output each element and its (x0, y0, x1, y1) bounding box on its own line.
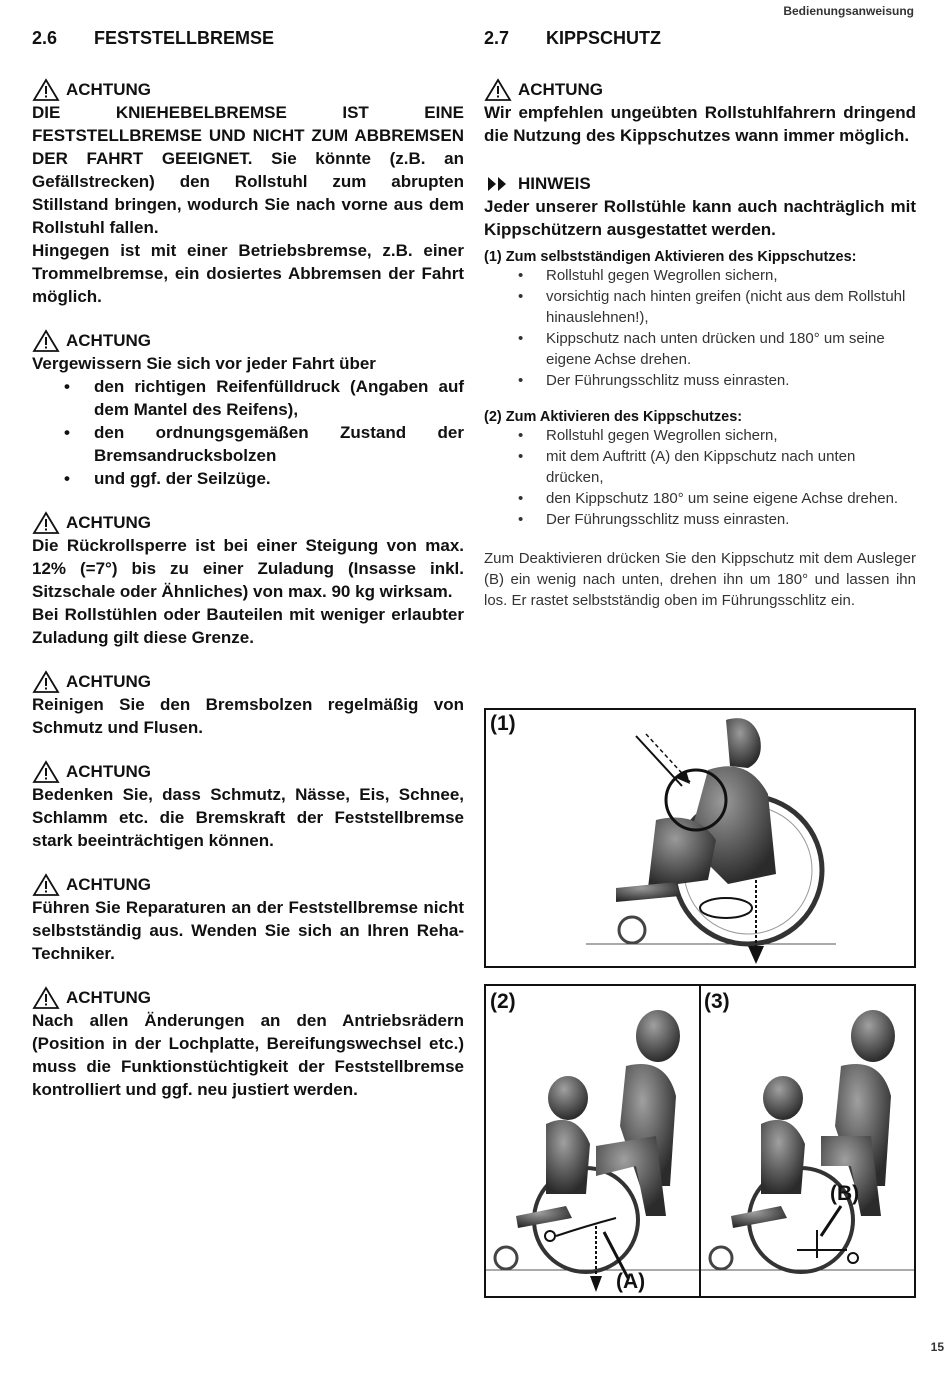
warning-text: DIE KNIEHEBELBREMSE IST EINE FESTSTELLBREMSE UND NICHT ZUM ABBREMSEN DER FAHRT GEEIGNET. Sie könnte (z.B. an Gefällstrecken) den Rollstuhl zum abrupten Stillstand bringen, wodurch Sie nach vorne aus dem Rollstuhl fallen. (32, 103, 464, 237)
warning-triangle-icon (32, 78, 60, 102)
warning-heading (32, 330, 464, 352)
subsection-title: (2) Zum Aktivieren des Kippschutzes: (484, 409, 743, 425)
warning-block (484, 79, 916, 147)
section-number: 2.6 (32, 28, 58, 48)
warning-block (32, 874, 464, 965)
list-item: • Der Führungsschlitz muss einrasten. (484, 370, 916, 391)
warning-triangle-icon (32, 986, 60, 1010)
section-heading (484, 28, 916, 49)
warning-block (32, 987, 464, 1101)
list-item: • vorsichtig nach hinten greifen (nicht aus dem Rollstuhl hinauslehnen!), (484, 286, 916, 328)
warning-triangle-icon (32, 329, 60, 353)
wheelchair-push-illustration-a (486, 986, 699, 1296)
warning-block (32, 512, 464, 649)
warning-label: ACHTUNG (66, 80, 151, 99)
list-item: • den ordnungsgemäßen Zustand der Bremsandrucksbolzen (32, 421, 464, 467)
warning-triangle-icon (32, 670, 60, 694)
figure-label: (1) (490, 712, 516, 735)
warning-text: Reinigen Sie den Bremsbolzen regelmäßig von Schmutz und Flusen. (32, 695, 464, 737)
label-a: (A) (616, 1270, 646, 1293)
warning-label: ACHTUNG (66, 762, 151, 781)
page-number: 15 (930, 1340, 944, 1354)
list-item: • den richtigen Reifenfülldruck (Angaben auf dem Mantel des Reifens), (32, 375, 464, 421)
warning-text: Nach allen Änderungen an den Antriebsrädern (Position in der Lochplatte, Bereifungswechsel etc.) muss die Funktionstüchtigkeit der Feststellbremse kontrolliert und ggf. neu justiert werden. (32, 1011, 464, 1099)
list-item: • Rollstuhl gegen Wegrollen sichern, (484, 425, 916, 446)
wheelchair-illustration (486, 710, 914, 966)
list-item: • den Kippschutz 180° um seine eigene Achse drehen. (484, 488, 916, 509)
warning-label: ACHTUNG (66, 331, 151, 350)
section-feststellbremse (32, 28, 464, 1123)
warning-block (32, 79, 464, 308)
list-item: • Rollstuhl gegen Wegrollen sichern, (484, 265, 916, 286)
figure-label: (3) (704, 990, 730, 1013)
note-label: HINWEIS (518, 174, 591, 193)
warning-label: ACHTUNG (66, 513, 151, 532)
warning-text: Hingegen ist mit einer Betriebsbremse, z.B. einer Trommelbremse, ein dosiertes Abbremsen der Fahrt möglich. (32, 241, 464, 306)
label-b: (B) (830, 1182, 860, 1205)
list-item: • und ggf. der Seilzüge. (32, 467, 464, 490)
warning-label: ACHTUNG (518, 80, 603, 99)
warning-block (32, 761, 464, 852)
warning-triangle-icon (32, 760, 60, 784)
warning-label: ACHTUNG (66, 875, 151, 894)
warning-block (32, 330, 464, 490)
warning-text: Bedenken Sie, dass Schmutz, Nässe, Eis, Schnee, Schlamm etc. die Bremskraft der Feststellbremse stark beeinträchtigen können. (32, 785, 464, 850)
step-list (484, 425, 916, 530)
warning-text: Die Rückrollsperre ist bei einer Steigung von max. 12% (=7°) bis zu einer Zuladung (Insasse inkl. Sitzschale oder Ähnliches) von max. 90 kg wirksam. (32, 536, 464, 601)
running-header: Bedienungsanweisung (783, 4, 914, 18)
list-item: • Kippschutz nach unten drücken und 180° um seine eigene Achse drehen. (484, 328, 916, 370)
wheelchair-push-illustration-b (701, 986, 914, 1296)
warning-text: Vergewissern Sie sich vor jeder Fahrt über (32, 354, 376, 373)
warning-block (32, 671, 464, 739)
warning-heading (32, 671, 464, 693)
step-list (484, 265, 916, 391)
figure-1 (484, 708, 916, 968)
warning-heading (32, 987, 464, 1009)
section-title: KIPPSCHUTZ (546, 28, 662, 48)
warning-label: ACHTUNG (66, 988, 151, 1007)
figure-label: (2) (490, 990, 516, 1013)
figure-2-3 (484, 984, 916, 1298)
warning-text: Führen Sie Reparaturen an der Feststellbremse nicht selbstständig aus. Wenden Sie sich an Ihren Reha-Techniker. (32, 898, 464, 963)
note-heading (484, 173, 916, 195)
warning-heading (32, 512, 464, 534)
warning-label: ACHTUNG (66, 672, 151, 691)
section-heading (32, 28, 464, 49)
warning-triangle-icon (484, 78, 512, 102)
note-block (484, 173, 916, 241)
section-number: 2.7 (484, 28, 510, 48)
deactivate-text: Zum Deaktivieren drücken Sie den Kippschutz mit dem Ausleger (B) ein wenig nach unten, drehen ihn um 180° und lassen ihn los. Er rastet selbstständig oben im Führungsschlitz ein. (484, 550, 916, 609)
warning-heading (32, 79, 464, 101)
warning-text: Bei Rollstühlen oder Bauteilen mit weniger erlaubter Zuladung gilt diese Grenze. (32, 605, 464, 647)
warning-text: Wir empfehlen ungeübten Rollstuhlfahrern dringend die Nutzung des Kippschutzes wann immer möglich. (484, 103, 916, 145)
list-item: • mit dem Auftritt (A) den Kippschutz nach unten drücken, (484, 446, 916, 488)
section-kippschutz (484, 28, 916, 611)
note-text: Jeder unserer Rollstühle kann auch nachträglich mit Kippschützern ausgestattet werden. (484, 197, 916, 239)
warning-heading (32, 874, 464, 896)
warning-heading (484, 79, 916, 101)
warning-heading (32, 761, 464, 783)
list-item: • Der Führungsschlitz muss einrasten. (484, 509, 916, 530)
warning-triangle-icon (32, 511, 60, 535)
subsection-title: (1) Zum selbstständigen Aktivieren des Kippschutzes: (484, 249, 857, 265)
check-list (32, 375, 464, 490)
section-title: FESTSTELLBREMSE (94, 28, 275, 48)
double-arrow-icon (484, 174, 512, 194)
warning-triangle-icon (32, 873, 60, 897)
